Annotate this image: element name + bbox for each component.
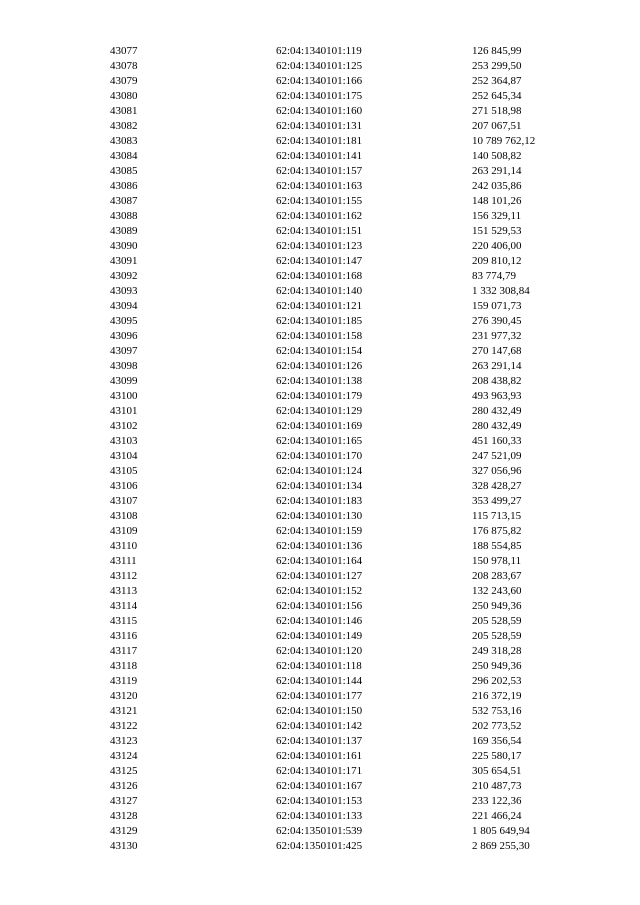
cadastral-number: 62:04:1340101:155 — [276, 195, 363, 207]
row-number: 43088 — [110, 210, 138, 222]
row-number: 43129 — [110, 825, 138, 837]
cadastral-value: 250 949,36 — [472, 600, 522, 612]
table-row — [0, 164, 640, 179]
row-number: 43109 — [110, 525, 138, 537]
table-row — [0, 734, 640, 749]
row-number: 43120 — [110, 690, 138, 702]
row-number: 43101 — [110, 405, 138, 417]
row-number: 43126 — [110, 780, 138, 792]
cadastral-number: 62:04:1350101:425 — [276, 840, 363, 852]
cadastral-number: 62:04:1340101:144 — [276, 675, 363, 687]
row-number: 43080 — [110, 90, 138, 102]
cadastral-value: 83 774,79 — [472, 270, 516, 282]
table-row — [0, 419, 640, 434]
table-row — [0, 224, 640, 239]
table-row — [0, 104, 640, 119]
row-number: 43111 — [110, 555, 137, 567]
cadastral-number: 62:04:1340101:171 — [276, 765, 363, 777]
table-row — [0, 719, 640, 734]
row-number: 43116 — [110, 630, 138, 642]
cadastral-value: 148 101,26 — [472, 195, 522, 207]
row-number: 43100 — [110, 390, 138, 402]
table-row — [0, 509, 640, 524]
cadastral-number: 62:04:1350101:539 — [276, 825, 363, 837]
cadastral-value: 276 390,45 — [472, 315, 522, 327]
cadastral-number: 62:04:1340101:179 — [276, 390, 363, 402]
table-row — [0, 824, 640, 839]
cadastral-value: 220 406,00 — [472, 240, 522, 252]
cadastral-value: 253 299,50 — [472, 60, 522, 72]
row-number: 43113 — [110, 585, 138, 597]
table-row — [0, 329, 640, 344]
cadastral-number: 62:04:1340101:160 — [276, 105, 363, 117]
table-row — [0, 74, 640, 89]
cadastral-number: 62:04:1340101:164 — [276, 555, 363, 567]
table-row — [0, 674, 640, 689]
row-number: 43106 — [110, 480, 138, 492]
cadastral-number: 62:04:1340101:168 — [276, 270, 363, 282]
table-row — [0, 809, 640, 824]
cadastral-value: 532 753,16 — [472, 705, 522, 717]
cadastral-number: 62:04:1340101:134 — [276, 480, 363, 492]
cadastral-number: 62:04:1340101:177 — [276, 690, 363, 702]
cadastral-value: 169 356,54 — [472, 735, 522, 747]
row-number: 43124 — [110, 750, 138, 762]
table-row — [0, 344, 640, 359]
cadastral-number: 62:04:1340101:126 — [276, 360, 363, 372]
row-number: 43089 — [110, 225, 138, 237]
row-number: 43121 — [110, 705, 138, 717]
cadastral-number: 62:04:1340101:167 — [276, 780, 363, 792]
table-row — [0, 59, 640, 74]
table-row — [0, 659, 640, 674]
cadastral-value: 159 071,73 — [472, 300, 522, 312]
cadastral-number: 62:04:1340101:141 — [276, 150, 363, 162]
cadastral-value: 233 122,36 — [472, 795, 522, 807]
row-number: 43077 — [110, 45, 138, 57]
row-number: 43094 — [110, 300, 138, 312]
cadastral-value: 493 963,93 — [472, 390, 522, 402]
table-row — [0, 44, 640, 59]
cadastral-number: 62:04:1340101:152 — [276, 585, 363, 597]
cadastral-value: 271 518,98 — [472, 105, 522, 117]
table-row — [0, 389, 640, 404]
cadastral-value: 150 978,11 — [472, 555, 522, 567]
row-number: 43096 — [110, 330, 138, 342]
row-number: 43090 — [110, 240, 138, 252]
cadastral-number: 62:04:1340101:125 — [276, 60, 363, 72]
cadastral-number: 62:04:1340101:147 — [276, 255, 363, 267]
table-row — [0, 629, 640, 644]
cadastral-number: 62:04:1340101:165 — [276, 435, 363, 447]
table-row — [0, 614, 640, 629]
cadastral-value: 263 291,14 — [472, 165, 522, 177]
row-number: 43082 — [110, 120, 138, 132]
row-number: 43091 — [110, 255, 138, 267]
cadastral-number: 62:04:1340101:151 — [276, 225, 363, 237]
cadastral-number: 62:04:1340101:166 — [276, 75, 363, 87]
row-number: 43128 — [110, 810, 138, 822]
cadastral-value: 140 508,82 — [472, 150, 522, 162]
cadastral-value: 280 432,49 — [472, 420, 522, 432]
cadastral-value: 250 949,36 — [472, 660, 522, 672]
cadastral-number: 62:04:1340101:149 — [276, 630, 363, 642]
cadastral-number: 62:04:1340101:130 — [276, 510, 363, 522]
cadastral-value: 353 499,27 — [472, 495, 522, 507]
cadastral-number: 62:04:1340101:185 — [276, 315, 363, 327]
table-row — [0, 359, 640, 374]
table-row — [0, 434, 640, 449]
row-number: 43122 — [110, 720, 138, 732]
cadastral-number: 62:04:1340101:129 — [276, 405, 363, 417]
row-number: 43110 — [110, 540, 138, 552]
cadastral-value: 210 487,73 — [472, 780, 522, 792]
cadastral-number: 62:04:1340101:158 — [276, 330, 363, 342]
row-number: 43092 — [110, 270, 138, 282]
row-number: 43119 — [110, 675, 138, 687]
table-row — [0, 254, 640, 269]
table-row — [0, 569, 640, 584]
cadastral-value: 263 291,14 — [472, 360, 522, 372]
cadastral-number: 62:04:1340101:124 — [276, 465, 363, 477]
cadastral-value: 151 529,53 — [472, 225, 522, 237]
row-number: 43095 — [110, 315, 138, 327]
cadastral-number: 62:04:1340101:118 — [276, 660, 362, 672]
cadastral-value: 249 318,28 — [472, 645, 522, 657]
table-row — [0, 539, 640, 554]
cadastral-number: 62:04:1340101:150 — [276, 705, 363, 717]
cadastral-value: 328 428,27 — [472, 480, 522, 492]
cadastral-number: 62:04:1340101:140 — [276, 285, 363, 297]
cadastral-value: 1 332 308,84 — [472, 285, 530, 297]
table-row — [0, 839, 640, 854]
table-row — [0, 464, 640, 479]
cadastral-number: 62:04:1340101:181 — [276, 135, 363, 147]
cadastral-number: 62:04:1340101:146 — [276, 615, 363, 627]
row-number: 43079 — [110, 75, 138, 87]
cadastral-value: 305 654,51 — [472, 765, 522, 777]
table-row — [0, 269, 640, 284]
table-row — [0, 209, 640, 224]
cadastral-value: 327 056,96 — [472, 465, 522, 477]
row-number: 43099 — [110, 375, 138, 387]
row-number: 43105 — [110, 465, 138, 477]
row-number: 43084 — [110, 150, 138, 162]
table-row — [0, 749, 640, 764]
cadastral-number: 62:04:1340101:131 — [276, 120, 363, 132]
cadastral-value: 221 466,24 — [472, 810, 522, 822]
row-number: 43115 — [110, 615, 138, 627]
cadastral-value: 209 810,12 — [472, 255, 522, 267]
cadastral-value: 225 580,17 — [472, 750, 522, 762]
cadastral-value: 242 035,86 — [472, 180, 522, 192]
table-row — [0, 494, 640, 509]
cadastral-number: 62:04:1340101:156 — [276, 600, 363, 612]
table-row — [0, 134, 640, 149]
table-row — [0, 704, 640, 719]
row-number: 43104 — [110, 450, 138, 462]
data-table — [0, 44, 640, 854]
table-row — [0, 479, 640, 494]
cadastral-number: 62:04:1340101:175 — [276, 90, 363, 102]
row-number: 43098 — [110, 360, 138, 372]
cadastral-number: 62:04:1340101:161 — [276, 750, 363, 762]
row-number: 43130 — [110, 840, 138, 852]
table-row — [0, 194, 640, 209]
cadastral-value: 1 805 649,94 — [472, 825, 530, 837]
cadastral-number: 62:04:1340101:136 — [276, 540, 363, 552]
table-row — [0, 404, 640, 419]
row-number: 43125 — [110, 765, 138, 777]
table-row — [0, 179, 640, 194]
cadastral-number: 62:04:1340101:169 — [276, 420, 363, 432]
row-number: 43102 — [110, 420, 138, 432]
table-row — [0, 284, 640, 299]
cadastral-number: 62:04:1340101:138 — [276, 375, 363, 387]
row-number: 43108 — [110, 510, 138, 522]
cadastral-number: 62:04:1340101:154 — [276, 345, 363, 357]
row-number: 43117 — [110, 645, 138, 657]
row-number: 43078 — [110, 60, 138, 72]
cadastral-number: 62:04:1340101:137 — [276, 735, 363, 747]
table-row — [0, 149, 640, 164]
cadastral-number: 62:04:1340101:142 — [276, 720, 363, 732]
cadastral-value: 126 845,99 — [472, 45, 522, 57]
row-number: 43107 — [110, 495, 138, 507]
table-row — [0, 779, 640, 794]
table-row — [0, 119, 640, 134]
cadastral-value: 188 554,85 — [472, 540, 522, 552]
table-row — [0, 599, 640, 614]
cadastral-number: 62:04:1340101:183 — [276, 495, 363, 507]
row-number: 43112 — [110, 570, 138, 582]
row-number: 43087 — [110, 195, 138, 207]
row-number: 43083 — [110, 135, 138, 147]
cadastral-number: 62:04:1340101:157 — [276, 165, 363, 177]
table-row — [0, 299, 640, 314]
table-row — [0, 584, 640, 599]
cadastral-value: 451 160,33 — [472, 435, 522, 447]
cadastral-value: 208 438,82 — [472, 375, 522, 387]
cadastral-number: 62:04:1340101:133 — [276, 810, 363, 822]
cadastral-number: 62:04:1340101:170 — [276, 450, 363, 462]
cadastral-value: 252 645,34 — [472, 90, 522, 102]
cadastral-value: 247 521,09 — [472, 450, 522, 462]
row-number: 43118 — [110, 660, 138, 672]
row-number: 43097 — [110, 345, 138, 357]
table-row — [0, 524, 640, 539]
cadastral-value: 115 713,15 — [472, 510, 522, 522]
table-row — [0, 449, 640, 464]
cadastral-number: 62:04:1340101:159 — [276, 525, 363, 537]
table-row — [0, 764, 640, 779]
table-row — [0, 689, 640, 704]
cadastral-value: 132 243,60 — [472, 585, 522, 597]
cadastral-value: 205 528,59 — [472, 615, 522, 627]
cadastral-number: 62:04:1340101:119 — [276, 45, 362, 57]
cadastral-number: 62:04:1340101:127 — [276, 570, 363, 582]
cadastral-number: 62:04:1340101:121 — [276, 300, 363, 312]
cadastral-number: 62:04:1340101:120 — [276, 645, 363, 657]
cadastral-value: 205 528,59 — [472, 630, 522, 642]
table-row — [0, 239, 640, 254]
cadastral-number: 62:04:1340101:163 — [276, 180, 363, 192]
table-row — [0, 89, 640, 104]
cadastral-number: 62:04:1340101:153 — [276, 795, 363, 807]
cadastral-value: 231 977,32 — [472, 330, 522, 342]
row-number: 43081 — [110, 105, 138, 117]
cadastral-value: 156 329,11 — [472, 210, 522, 222]
row-number: 43123 — [110, 735, 138, 747]
table-row — [0, 554, 640, 569]
cadastral-value: 280 432,49 — [472, 405, 522, 417]
row-number: 43114 — [110, 600, 138, 612]
cadastral-value: 208 283,67 — [472, 570, 522, 582]
table-row — [0, 374, 640, 389]
cadastral-value: 252 364,87 — [472, 75, 522, 87]
cadastral-value: 2 869 255,30 — [472, 840, 530, 852]
row-number: 43086 — [110, 180, 138, 192]
cadastral-number: 62:04:1340101:123 — [276, 240, 363, 252]
table-row — [0, 794, 640, 809]
row-number: 43085 — [110, 165, 138, 177]
table-row — [0, 314, 640, 329]
row-number: 43093 — [110, 285, 138, 297]
cadastral-value: 10 789 762,12 — [472, 135, 536, 147]
cadastral-value: 207 067,51 — [472, 120, 522, 132]
cadastral-value: 296 202,53 — [472, 675, 522, 687]
cadastral-value: 202 773,52 — [472, 720, 522, 732]
row-number: 43127 — [110, 795, 138, 807]
cadastral-value: 216 372,19 — [472, 690, 522, 702]
row-number: 43103 — [110, 435, 138, 447]
table-row — [0, 644, 640, 659]
cadastral-number: 62:04:1340101:162 — [276, 210, 363, 222]
cadastral-value: 270 147,68 — [472, 345, 522, 357]
cadastral-value: 176 875,82 — [472, 525, 522, 537]
